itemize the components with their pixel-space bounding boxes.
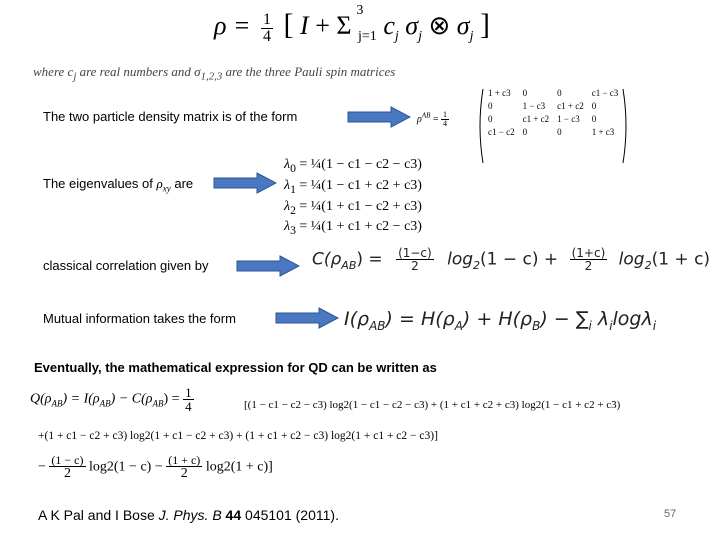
log-text: log — [447, 249, 474, 270]
frac-1-minus-c: $\frac{(1 - c)}{2}$ — [51, 453, 84, 481]
matrix-cell: c1 − c3 — [591, 87, 619, 98]
matrix-cell: 0 — [522, 87, 528, 98]
qd-intro: Eventually, the mathematical expression for QD can be written as — [34, 360, 437, 375]
where-text-2: are real numbers and σ — [76, 64, 201, 79]
mutual-information-label: Mutual information takes the form — [43, 311, 236, 326]
quarter-fraction — [261, 12, 273, 45]
arrow-icon — [275, 307, 339, 329]
log-arg: (1 − c) + — [480, 249, 559, 270]
log-base: 2 — [473, 258, 481, 272]
sum-upper: 3 — [356, 3, 364, 18]
matrix-cell: c1 + c2 — [557, 100, 584, 111]
sigma-symbol: Σ — [336, 11, 352, 40]
matrix-cell: 0 — [557, 87, 562, 98]
where-text-3: are the three Pauli spin matrices — [222, 64, 396, 79]
qd-line-2-text: +(1 + c1 − c2 + c3) log2(1 + c1 − c2 + c3) + (1 + c1 + c2 − c3) log2(1 + c1 + c2 − c3)] — [38, 430, 438, 442]
plus-sign: + — [315, 11, 330, 40]
qd-line-3: − $\frac{(1 - c)}{2}$ log2(1 − c) − $\frac{(1 + c)}{2}$ log2(1 + c)] — [38, 453, 273, 481]
where-line — [33, 64, 395, 83]
density-matrix — [476, 86, 622, 166]
frac-num: 1 — [263, 10, 272, 28]
c-symbol: c — [383, 11, 395, 40]
eigenvalue-row: $\lambda_0$ = ¼(1 − c1 − c2 − c3) — [284, 157, 422, 175]
log-text: log — [618, 249, 645, 270]
c-lhs-end: ) = — [356, 249, 383, 270]
rho-symbol: ρ — [417, 113, 422, 125]
sigma-op: σ — [456, 11, 470, 40]
page-number: 57 — [664, 508, 677, 520]
eigenvalue-list — [284, 156, 422, 239]
c-lhs: C(ρ — [312, 249, 342, 270]
close-bracket: ] — [479, 8, 490, 41]
matrix-table — [484, 86, 622, 138]
qd-line-1: $Q(\rho_{AB}) = I(\rho_{AB}) - C(\rho_{AB})$ = $\frac{1}{4}$ — [30, 385, 192, 414]
density-matrix-formula — [417, 111, 449, 128]
eigen-label-post: are — [174, 176, 194, 191]
frac-den: 4 — [443, 119, 448, 128]
arrow-icon — [213, 172, 277, 194]
matrix-cell: c1 + c2 — [522, 113, 550, 124]
identity-symbol: I — [300, 11, 309, 40]
sub-j: j — [418, 29, 422, 45]
matrix-cell: 0 — [591, 113, 597, 124]
where-text-1: where c — [33, 64, 74, 79]
matrix-cell: 1 + c3 — [591, 126, 615, 137]
otimes-icon: ⊗ — [428, 11, 451, 40]
matrix-cell: 0 — [591, 100, 597, 111]
matrix-cell: 0 — [522, 126, 528, 137]
eigenvalue-row: $\lambda_2$ = ¼(1 + c1 − c2 + c3) — [284, 198, 422, 217]
where-sub-123: 1,2,3 — [200, 70, 223, 83]
frac-den: 2 — [584, 259, 593, 273]
eigenvalue-row: $\lambda_3$ = ¼(1 + c1 + c2 − c3) — [284, 219, 422, 238]
frac-num: 1 — [443, 110, 448, 119]
matrix-cell: c1 − c2 — [488, 126, 515, 137]
qd-line-1-rhs — [244, 399, 620, 411]
frac-den: 4 — [263, 27, 272, 45]
eigenvalues-label — [43, 176, 193, 194]
classical-correlation-label: classical correlation given by — [43, 258, 209, 273]
classical-correlation-formula — [312, 247, 710, 272]
summation — [336, 3, 377, 45]
frac-den: 2 — [411, 259, 419, 273]
eigenvalue-row: $\lambda_1$ = ¼(1 − c1 + c2 + c3) — [284, 177, 422, 196]
matrix-cell: 0 — [557, 126, 562, 137]
sub-j: j — [394, 29, 399, 45]
arrow-icon — [347, 106, 411, 128]
rho-symbol: ρ = — [214, 11, 251, 40]
top-formula — [214, 3, 490, 52]
rho-sup: AB — [421, 111, 431, 120]
qd-line-3-mid: log2(1 − c) − — [89, 459, 163, 475]
quarter-fraction: $\frac{1}{4}$ — [185, 385, 192, 414]
matrix-cell: 1 − c3 — [522, 100, 546, 111]
frac-num: (1−c) — [398, 246, 432, 260]
matrix-cell: 1 + c3 — [488, 87, 511, 98]
c-lhs-sub: AB — [341, 258, 357, 272]
frac-1-plus-c — [570, 247, 608, 272]
eigen-label-pre: The eigenvalues of — [43, 176, 153, 191]
qd-line-3-end: log2(1 + c)] — [205, 459, 273, 475]
quarter-fraction — [441, 111, 449, 128]
sub-j: j — [469, 29, 474, 45]
log-arg: (1 + c) — [651, 249, 711, 270]
frac-1-minus-c — [396, 247, 434, 272]
qd-line-2 — [38, 430, 438, 442]
matrix-cell: 0 — [488, 113, 493, 124]
matrix-cell: 0 — [488, 100, 493, 111]
log-base: 2 — [644, 258, 652, 272]
rho-sub: xy — [162, 183, 171, 194]
mutual-information-formula: $I(\rho_{AB}) = H(\rho_A) + H(\rho_B) - \sum_i$ $\lambda_i\log\lambda_i$ — [344, 308, 657, 333]
citation: A K Pal and I Bose J. Phys. B 44 045101 (2011). — [38, 507, 339, 523]
equals-sign: = — [432, 113, 439, 125]
qd-line-1-text: [(1 − c1 − c2 − c3) log2(1 − c1 − c2 − c3) + (1 + c1 + c2 + c3) log2(1 − c1 + c2 + c3) — [244, 399, 621, 411]
frac-num: (1+c) — [571, 246, 606, 260]
where-sub-j: j — [73, 70, 77, 83]
density-matrix-label: The two particle density matrix is of the form — [43, 109, 298, 124]
matrix-cell: 1 − c3 — [557, 113, 580, 124]
arrow-icon — [236, 255, 300, 277]
sum-lower: j=1 — [358, 29, 377, 44]
open-bracket: [ — [283, 8, 294, 41]
sigma-op: σ — [405, 11, 419, 40]
rho-symbol: ρ — [156, 176, 163, 191]
frac-1-plus-c: $\frac{(1 + c)}{2}$ — [168, 453, 201, 481]
